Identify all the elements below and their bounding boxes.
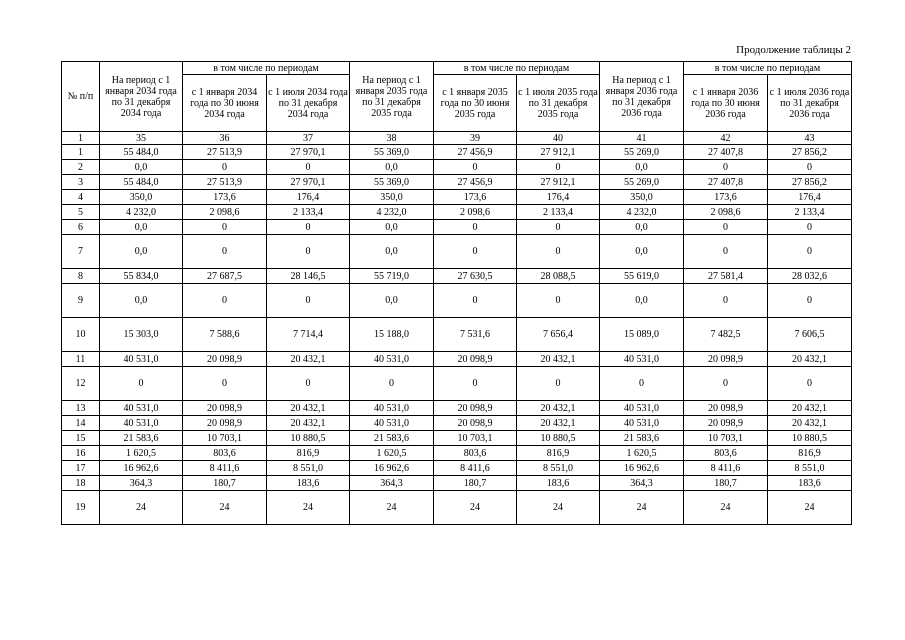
- table-row: [62, 476, 852, 491]
- column-number-row: [62, 132, 852, 145]
- table-cell: 10 703,1: [684, 431, 768, 446]
- table-cell: 21 583,6: [600, 431, 684, 446]
- table-cell: 55 719,0: [350, 269, 434, 284]
- table-cell: 40 531,0: [100, 416, 183, 431]
- table-cell: 180,7: [684, 476, 768, 491]
- table-cell: 4 232,0: [100, 205, 183, 220]
- table-cell: 0: [684, 367, 768, 401]
- table-cell: 0: [768, 284, 852, 318]
- table-cell: 2 098,6: [684, 205, 768, 220]
- table-cell: 0: [434, 367, 517, 401]
- table-cell: 55 619,0: [600, 269, 684, 284]
- table-cell: 40 531,0: [600, 352, 684, 367]
- table-cell: 0: [350, 367, 434, 401]
- row-number-cell: 10: [62, 318, 100, 352]
- table-cell: 183,6: [768, 476, 852, 491]
- table-cell: 21 583,6: [100, 431, 183, 446]
- table-cell: 0,0: [100, 220, 183, 235]
- table-cell: 2 098,6: [434, 205, 517, 220]
- table-cell: 0,0: [350, 160, 434, 175]
- table-row: [62, 318, 852, 352]
- table-cell: 24: [600, 491, 684, 525]
- header-period-2034: На период с 1 января 2034 года по 31 декабря 2034 года: [100, 62, 183, 132]
- row-number-cell: 13: [62, 401, 100, 416]
- table-cell: 16 962,6: [600, 461, 684, 476]
- table-cell: 0: [517, 284, 600, 318]
- table-cell: 364,3: [350, 476, 434, 491]
- row-number-cell: 5: [62, 205, 100, 220]
- table-cell: 350,0: [600, 190, 684, 205]
- header-h1-2034: с 1 января 2034 года по 30 июня 2034 года: [183, 75, 267, 132]
- column-number-cell: 36: [183, 132, 267, 145]
- row-number-cell: 12: [62, 367, 100, 401]
- data-table: [61, 61, 852, 525]
- table-cell: 8 411,6: [183, 461, 267, 476]
- table-cell: 20 432,1: [517, 401, 600, 416]
- table-cell: 20 098,9: [183, 416, 267, 431]
- table-cell: 27 513,9: [183, 175, 267, 190]
- table-cell: 816,9: [768, 446, 852, 461]
- table-cell: 40 531,0: [100, 401, 183, 416]
- table-cell: 16 962,6: [350, 461, 434, 476]
- table-cell: 20 098,9: [183, 352, 267, 367]
- table-cell: 24: [684, 491, 768, 525]
- table-cell: 15 303,0: [100, 318, 183, 352]
- table-cell: 2 133,4: [517, 205, 600, 220]
- table-cell: 24: [350, 491, 434, 525]
- row-number-cell: 14: [62, 416, 100, 431]
- header-h2-2035: с 1 июля 2035 года по 31 декабря 2035 года: [517, 75, 600, 132]
- column-number-cell: 35: [100, 132, 183, 145]
- table-cell: 40 531,0: [350, 416, 434, 431]
- header-row-number: № п/п: [62, 62, 100, 132]
- table-cell: 2 133,4: [768, 205, 852, 220]
- table-cell: 0: [768, 235, 852, 269]
- table-cell: 0: [517, 220, 600, 235]
- table-row: [62, 284, 852, 318]
- header-period-2035: На период с 1 января 2035 года по 31 декабря 2035 года: [350, 62, 434, 132]
- table-row: [62, 367, 852, 401]
- table-cell: 803,6: [434, 446, 517, 461]
- table-cell: 7 656,4: [517, 318, 600, 352]
- table-cell: 7 531,6: [434, 318, 517, 352]
- table-cell: 24: [434, 491, 517, 525]
- table-cell: 0: [768, 160, 852, 175]
- table-cell: 55 269,0: [600, 145, 684, 160]
- table-row: [62, 160, 852, 175]
- table-cell: 0: [183, 367, 267, 401]
- table-cell: 10 880,5: [768, 431, 852, 446]
- header-incl-2034: в том числе по периодам: [183, 62, 350, 75]
- table-cell: 55 834,0: [100, 269, 183, 284]
- header-period-2036: На период с 1 января 2036 года по 31 декабря 2036 года: [600, 62, 684, 132]
- table-cell: 0,0: [600, 220, 684, 235]
- table-cell: 176,4: [768, 190, 852, 205]
- table-cell: 173,6: [183, 190, 267, 205]
- table-cell: 176,4: [517, 190, 600, 205]
- row-number-cell: 2: [62, 160, 100, 175]
- table-cell: 2 133,4: [267, 205, 350, 220]
- table-row: [62, 446, 852, 461]
- table-cell: 0,0: [100, 284, 183, 318]
- table-cell: 180,7: [434, 476, 517, 491]
- row-number-cell: 15: [62, 431, 100, 446]
- table-cell: 0: [183, 235, 267, 269]
- header-h2-2036: с 1 июля 2036 года по 31 декабря 2036 года: [768, 75, 852, 132]
- row-number-cell: 6: [62, 220, 100, 235]
- column-number-cell: 38: [350, 132, 434, 145]
- table-cell: 55 269,0: [600, 175, 684, 190]
- table-cell: 0: [183, 220, 267, 235]
- table-cell: 0: [684, 235, 768, 269]
- table-cell: 183,6: [267, 476, 350, 491]
- table-cell: 364,3: [100, 476, 183, 491]
- table-cell: 0: [434, 284, 517, 318]
- table-cell: 0: [517, 160, 600, 175]
- table-cell: 28 088,5: [517, 269, 600, 284]
- header-h1-2035: с 1 января 2035 года по 30 июня 2035 года: [434, 75, 517, 132]
- table-cell: 0: [434, 160, 517, 175]
- table-row: [62, 352, 852, 367]
- row-number-cell: 8: [62, 269, 100, 284]
- table-cell: 0: [768, 367, 852, 401]
- table-cell: 0,0: [100, 235, 183, 269]
- table-cell: 20 098,9: [434, 352, 517, 367]
- table-cell: 0: [434, 220, 517, 235]
- table-cell: 0,0: [350, 284, 434, 318]
- table-cell: 40 531,0: [350, 352, 434, 367]
- table-row: [62, 145, 852, 160]
- table-cell: 0,0: [350, 235, 434, 269]
- table-cell: 0: [684, 220, 768, 235]
- column-number-cell: 42: [684, 132, 768, 145]
- table-cell: 8 411,6: [434, 461, 517, 476]
- table-cell: 27 856,2: [768, 175, 852, 190]
- table-row: [62, 190, 852, 205]
- header-incl-2035: в том числе по периодам: [434, 62, 600, 75]
- table-cell: 803,6: [684, 446, 768, 461]
- table-cell: 20 098,9: [434, 416, 517, 431]
- table-cell: 10 703,1: [434, 431, 517, 446]
- table-cell: 10 880,5: [517, 431, 600, 446]
- table-cell: 0: [267, 367, 350, 401]
- table-continuation-caption: Продолжение таблицы 2: [736, 44, 851, 56]
- table-cell: 20 098,9: [684, 416, 768, 431]
- row-number-cell: 9: [62, 284, 100, 318]
- header-h1-2036: с 1 января 2036 года по 30 июня 2036 года: [684, 75, 768, 132]
- table-row: [62, 235, 852, 269]
- table-cell: 2 098,6: [183, 205, 267, 220]
- row-number-cell: 3: [62, 175, 100, 190]
- table-cell: 20 432,1: [517, 416, 600, 431]
- table-cell: 816,9: [267, 446, 350, 461]
- table-cell: 27 912,1: [517, 145, 600, 160]
- table-row: [62, 269, 852, 284]
- table-cell: 1 620,5: [350, 446, 434, 461]
- table-cell: 7 714,4: [267, 318, 350, 352]
- table-cell: 8 551,0: [517, 461, 600, 476]
- table-cell: 173,6: [434, 190, 517, 205]
- table-cell: 173,6: [684, 190, 768, 205]
- table-cell: 27 687,5: [183, 269, 267, 284]
- table-cell: 0: [267, 235, 350, 269]
- table-cell: 20 432,1: [267, 416, 350, 431]
- table-cell: 0,0: [100, 160, 183, 175]
- table-cell: 1 620,5: [600, 446, 684, 461]
- table-cell: 24: [517, 491, 600, 525]
- table-cell: 364,3: [600, 476, 684, 491]
- table-row: [62, 205, 852, 220]
- table-cell: 4 232,0: [350, 205, 434, 220]
- table-cell: 10 880,5: [267, 431, 350, 446]
- row-number-cell: 17: [62, 461, 100, 476]
- table-cell: 0,0: [600, 284, 684, 318]
- table-cell: 28 146,5: [267, 269, 350, 284]
- row-number-cell: 4: [62, 190, 100, 205]
- table-cell: 27 513,9: [183, 145, 267, 160]
- row-number-cell: 16: [62, 446, 100, 461]
- table-cell: 16 962,6: [100, 461, 183, 476]
- table-cell: 15 089,0: [600, 318, 684, 352]
- table-cell: 55 484,0: [100, 175, 183, 190]
- table-cell: 0: [684, 160, 768, 175]
- table-cell: 40 531,0: [600, 416, 684, 431]
- table-cell: 55 369,0: [350, 145, 434, 160]
- table-cell: 27 581,4: [684, 269, 768, 284]
- table-cell: 816,9: [517, 446, 600, 461]
- column-number-cell: 43: [768, 132, 852, 145]
- table-cell: 0,0: [600, 235, 684, 269]
- table-row: [62, 491, 852, 525]
- column-number-cell: 1: [62, 132, 100, 145]
- table-cell: 0: [600, 367, 684, 401]
- table-cell: 24: [768, 491, 852, 525]
- table-cell: 27 970,1: [267, 145, 350, 160]
- table-cell: 55 484,0: [100, 145, 183, 160]
- table-cell: 350,0: [350, 190, 434, 205]
- table-cell: 21 583,6: [350, 431, 434, 446]
- table-cell: 0: [267, 284, 350, 318]
- table-cell: 8 411,6: [684, 461, 768, 476]
- table-cell: 10 703,1: [183, 431, 267, 446]
- table-cell: 20 098,9: [684, 401, 768, 416]
- table-cell: 20 432,1: [768, 416, 852, 431]
- table-cell: 27 912,1: [517, 175, 600, 190]
- table-cell: 27 630,5: [434, 269, 517, 284]
- table-cell: 20 098,9: [434, 401, 517, 416]
- table-cell: 0: [183, 160, 267, 175]
- table-cell: 0: [434, 235, 517, 269]
- table-cell: 27 456,9: [434, 175, 517, 190]
- table-cell: 0: [267, 160, 350, 175]
- row-number-cell: 11: [62, 352, 100, 367]
- table-cell: 27 970,1: [267, 175, 350, 190]
- column-number-cell: 37: [267, 132, 350, 145]
- header-incl-2036: в том числе по периодам: [684, 62, 852, 75]
- table-cell: 27 407,8: [684, 175, 768, 190]
- header-h2-2034: с 1 июля 2034 года по 31 декабря 2034 года: [267, 75, 350, 132]
- table-cell: 0: [517, 367, 600, 401]
- table-cell: 24: [183, 491, 267, 525]
- table-cell: 0: [100, 367, 183, 401]
- table-cell: 27 856,2: [768, 145, 852, 160]
- table-cell: 27 407,8: [684, 145, 768, 160]
- table-cell: 0: [267, 220, 350, 235]
- table-cell: 20 432,1: [768, 401, 852, 416]
- table-cell: 7 606,5: [768, 318, 852, 352]
- table-cell: 0: [517, 235, 600, 269]
- table-cell: 8 551,0: [768, 461, 852, 476]
- table-row: [62, 461, 852, 476]
- row-number-cell: 19: [62, 491, 100, 525]
- table-cell: 20 098,9: [183, 401, 267, 416]
- table-cell: 0: [684, 284, 768, 318]
- table-row: [62, 220, 852, 235]
- table-row: [62, 431, 852, 446]
- table-cell: 183,6: [517, 476, 600, 491]
- table-cell: 4 232,0: [600, 205, 684, 220]
- table-cell: 15 188,0: [350, 318, 434, 352]
- row-number-cell: 18: [62, 476, 100, 491]
- table-cell: 20 432,1: [267, 352, 350, 367]
- column-number-cell: 39: [434, 132, 517, 145]
- table-cell: 28 032,6: [768, 269, 852, 284]
- table-cell: 24: [267, 491, 350, 525]
- table-cell: 24: [100, 491, 183, 525]
- table-cell: 20 432,1: [517, 352, 600, 367]
- table-cell: 40 531,0: [600, 401, 684, 416]
- table-cell: 20 098,9: [684, 352, 768, 367]
- column-number-cell: 41: [600, 132, 684, 145]
- table-cell: 55 369,0: [350, 175, 434, 190]
- table-row: [62, 175, 852, 190]
- table-cell: 0,0: [350, 220, 434, 235]
- table-cell: 0: [768, 220, 852, 235]
- row-number-cell: 7: [62, 235, 100, 269]
- column-number-cell: 40: [517, 132, 600, 145]
- table-row: [62, 401, 852, 416]
- table-cell: 20 432,1: [768, 352, 852, 367]
- table-cell: 20 432,1: [267, 401, 350, 416]
- table-cell: 180,7: [183, 476, 267, 491]
- table-row: [62, 416, 852, 431]
- table-cell: 350,0: [100, 190, 183, 205]
- table-cell: 40 531,0: [350, 401, 434, 416]
- table-cell: 0: [183, 284, 267, 318]
- table-cell: 1 620,5: [100, 446, 183, 461]
- table-cell: 0,0: [600, 160, 684, 175]
- table-cell: 40 531,0: [100, 352, 183, 367]
- row-number-cell: 1: [62, 145, 100, 160]
- table-cell: 803,6: [183, 446, 267, 461]
- table-cell: 27 456,9: [434, 145, 517, 160]
- table-cell: 176,4: [267, 190, 350, 205]
- table-cell: 7 588,6: [183, 318, 267, 352]
- table-cell: 7 482,5: [684, 318, 768, 352]
- table-cell: 8 551,0: [267, 461, 350, 476]
